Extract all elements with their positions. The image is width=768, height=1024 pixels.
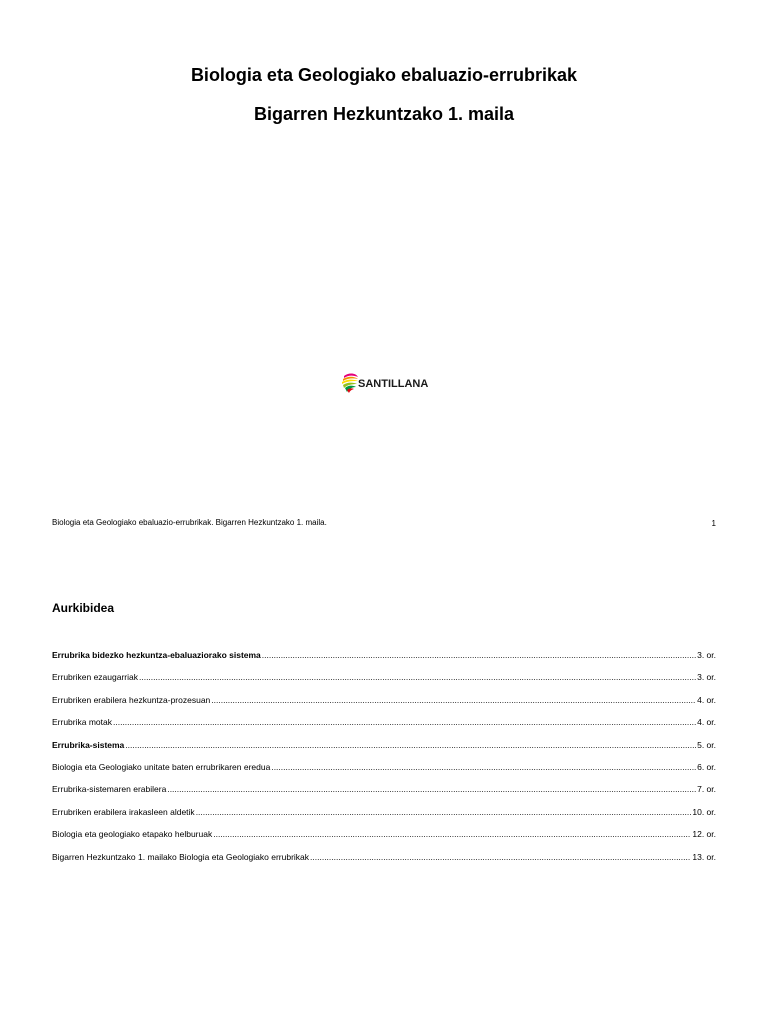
- toc-entry[interactable]: [52, 851, 716, 873]
- toc-leader-dots: [167, 783, 696, 795]
- toc-leader-dots: [125, 739, 696, 751]
- toc-entry-title: Errubrika-sistemaren erabilera: [52, 784, 167, 795]
- toc-leader-dots: [213, 828, 691, 840]
- toc-entry-page: 10. or.: [692, 806, 716, 817]
- document-title: Biologia eta Geologiako ebaluazio-errubrikak: [190, 65, 578, 85]
- toc-entry-page: 4. or.: [697, 717, 716, 728]
- toc-entry-page: 5. or.: [697, 739, 716, 750]
- toc-leader-dots: [113, 716, 696, 728]
- toc-entry-page: 7. or.: [697, 784, 716, 795]
- toc-entry-title: Biologia eta Geologiako unitate baten errubrikaren eredua: [52, 761, 271, 772]
- toc-entry[interactable]: [52, 694, 716, 716]
- toc-entry-title: Errubriken ezaugarriak: [52, 672, 138, 683]
- toc-entry-page: 3. or.: [697, 672, 716, 683]
- toc-entry[interactable]: [52, 739, 716, 761]
- santillana-swirl-icon: [341, 372, 359, 394]
- toc-entry-page: 4. or.: [697, 694, 716, 705]
- toc-leader-dots: [139, 671, 696, 683]
- toc-entry-title: Errubriken erabilera hezkuntza-prozesuan: [52, 694, 211, 705]
- toc-entry[interactable]: [52, 716, 716, 738]
- toc-entry[interactable]: [52, 761, 716, 783]
- toc-entry-page: 13. or.: [692, 851, 716, 862]
- toc-entry[interactable]: [52, 828, 716, 850]
- toc-entry-title: Errubrika motak: [52, 717, 112, 728]
- logo-wordmark: SANTILLANA: [358, 378, 429, 390]
- toc-entry[interactable]: [52, 806, 716, 828]
- toc-entry-title: Errubrika-sistema: [52, 739, 125, 750]
- toc-entry-page: 3. or.: [697, 650, 716, 660]
- toc-entry[interactable]: [52, 649, 716, 671]
- toc-entry[interactable]: [52, 783, 716, 805]
- toc-leader-dots: [310, 851, 691, 863]
- toc-entry-page: 6. or.: [697, 761, 716, 772]
- table-of-contents: [52, 649, 716, 873]
- toc-entry-title: Biologia eta geologiako etapako helburuak: [52, 829, 213, 840]
- toc-leader-dots: [211, 694, 696, 706]
- toc-entry[interactable]: [52, 671, 716, 693]
- toc-leader-dots: [196, 806, 692, 818]
- toc-leader-dots: [262, 649, 696, 661]
- toc-entry-title: Errubrika bidezko hezkuntza-ebaluaziorako sistema: [52, 650, 261, 660]
- page-footer-text: Biologia eta Geologiako ebaluazio-errubrikak. Bigarren Hezkuntzako 1. maila.: [52, 518, 327, 527]
- toc-entry-page: 12. or.: [692, 829, 716, 840]
- santillana-logo: [341, 372, 431, 394]
- page-number: 1: [711, 519, 716, 528]
- toc-leader-dots: [271, 761, 696, 773]
- toc-entry-title: Bigarren Hezkuntzako 1. mailako Biologia eta Geologiako errubrikak: [52, 851, 310, 862]
- document-subtitle: Bigarren Hezkuntzako 1. maila: [253, 104, 515, 124]
- toc-entry-title: Errubriken erabilera irakasleen aldetik: [52, 806, 195, 817]
- toc-heading: Aurkibidea: [52, 601, 115, 615]
